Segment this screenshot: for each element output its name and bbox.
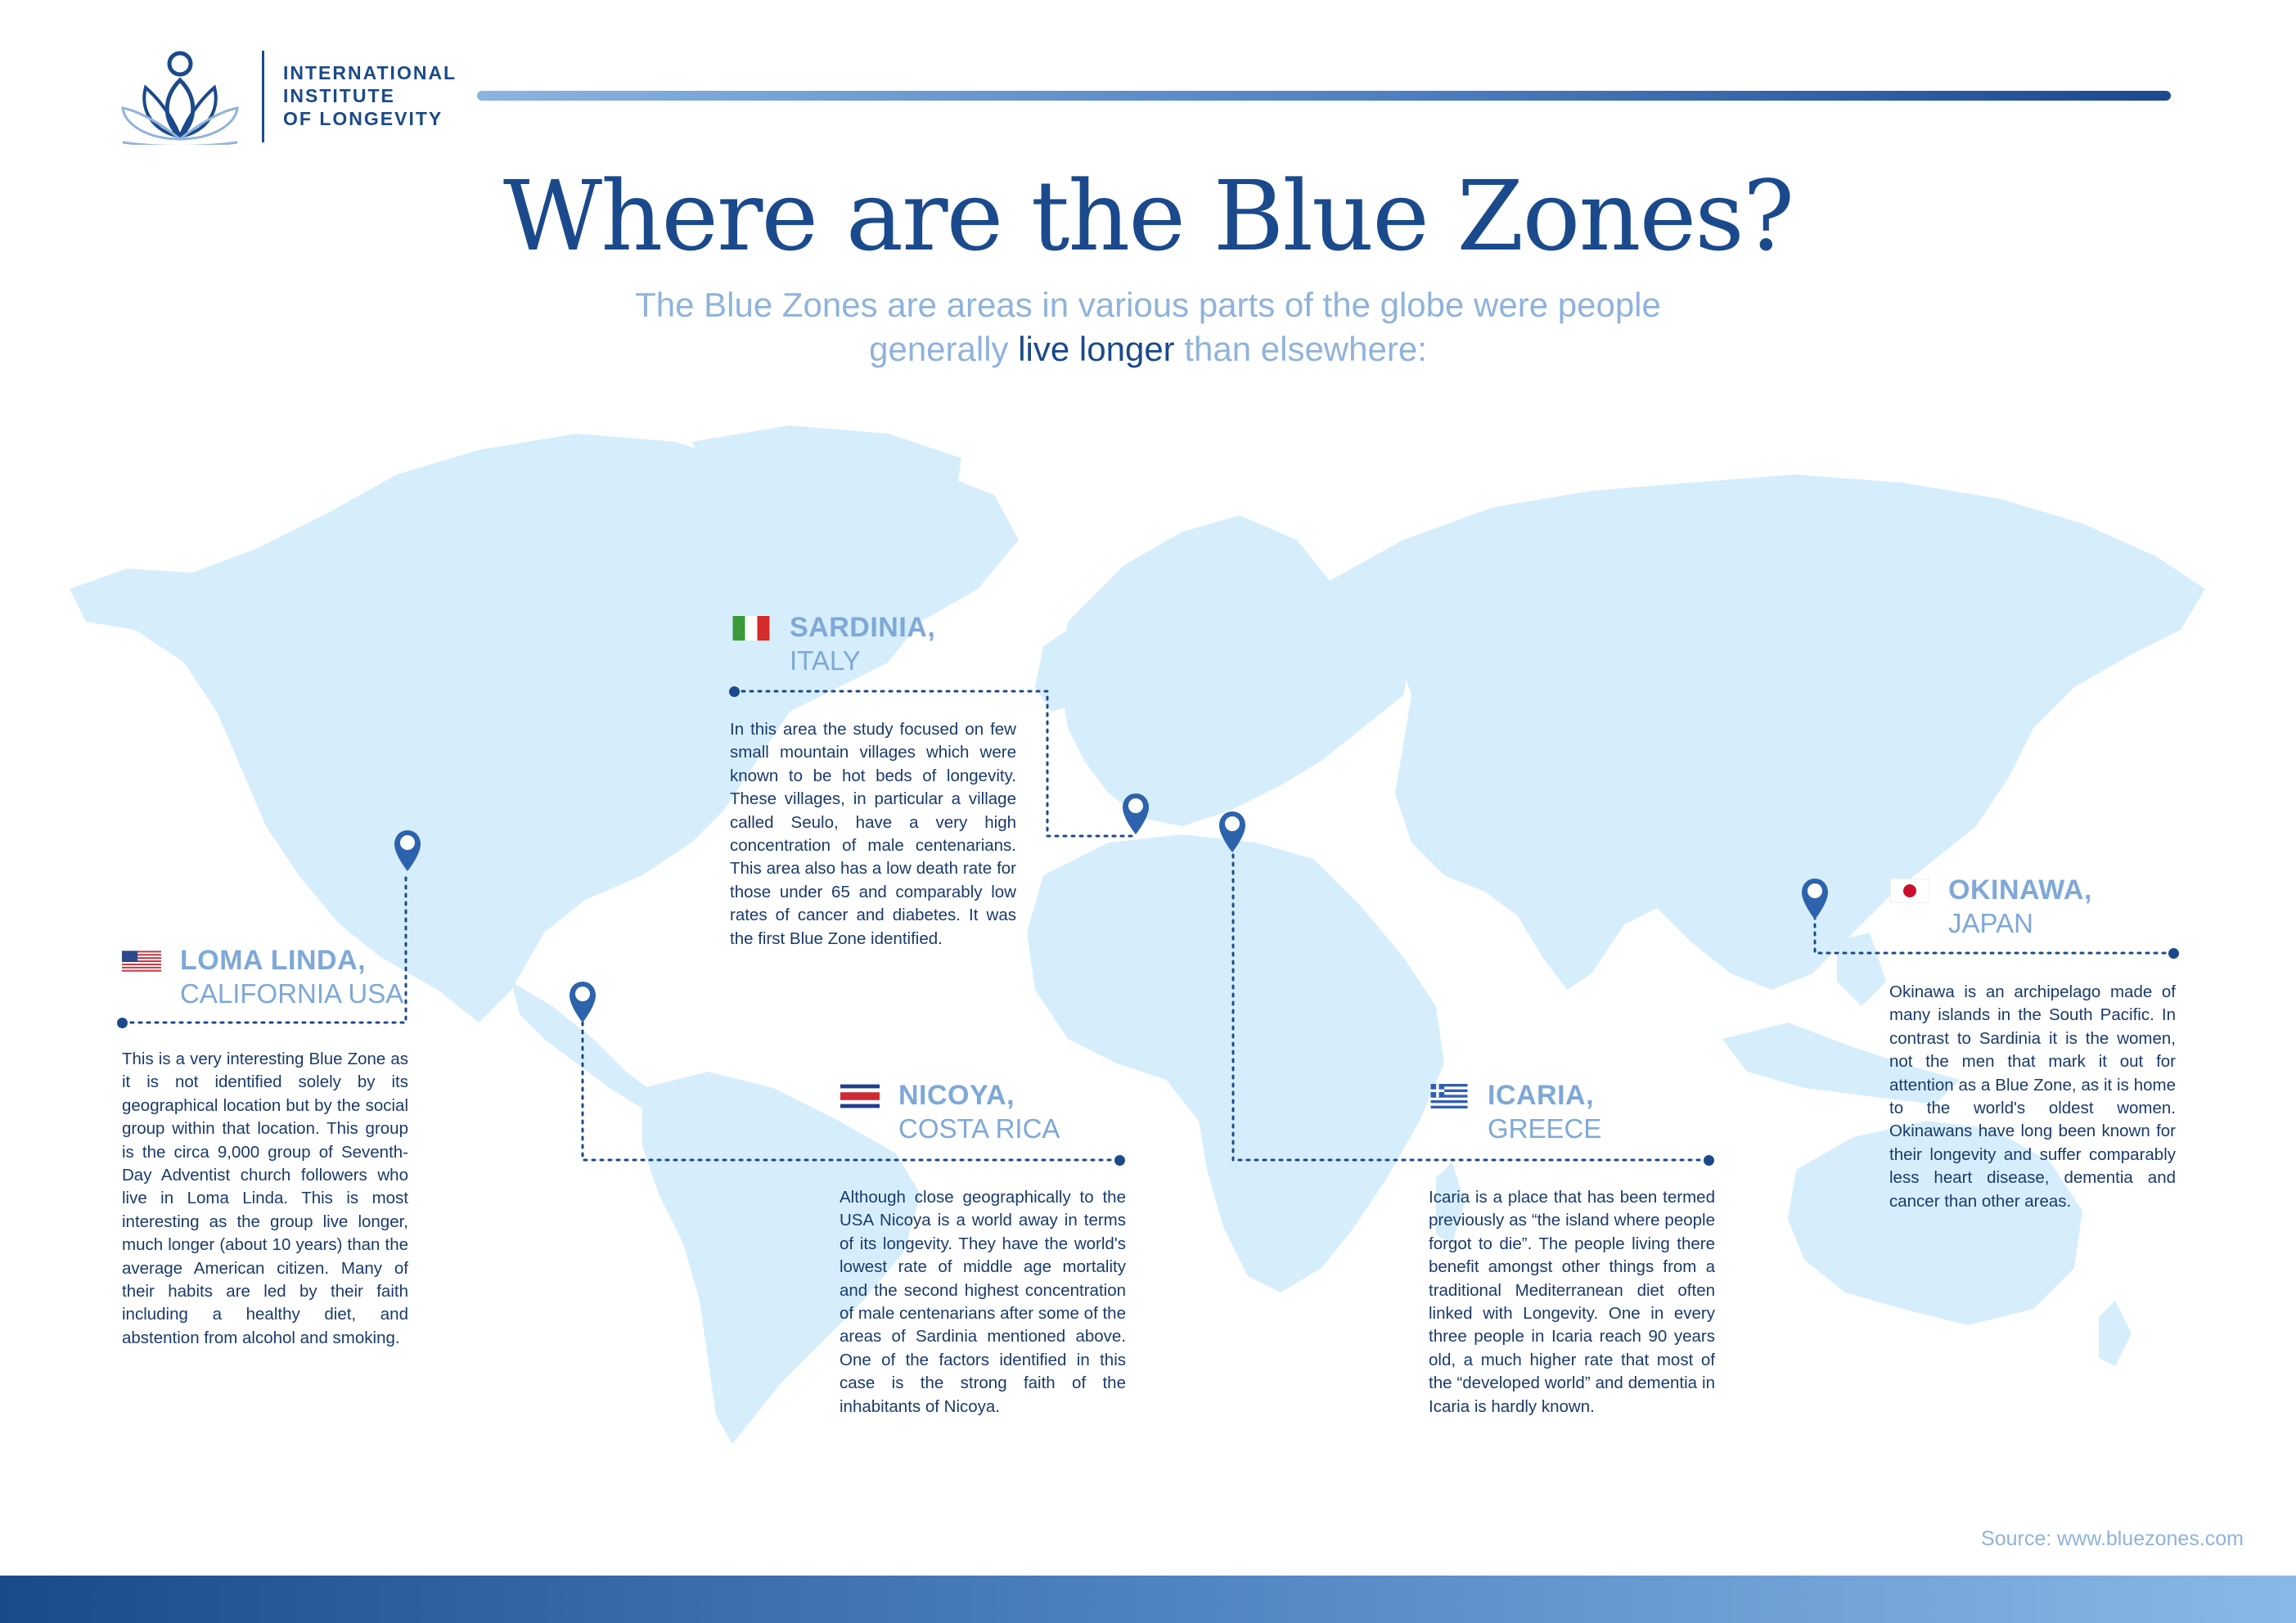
page-subtitle: [493, 283, 1803, 371]
costa-rica-flag-icon: [840, 1084, 880, 1108]
icaria-map-pin-icon[interactable]: [1218, 810, 1247, 854]
usa-flag-icon: [122, 949, 161, 973]
greece-flag-icon: [1429, 1084, 1469, 1108]
nicoya-heading: NICOYA,: [898, 1080, 1015, 1111]
logo-wordmark: [283, 61, 457, 130]
subtitle-highlight: live longer: [1018, 330, 1175, 368]
sardinia-heading: SARDINIA,: [790, 612, 936, 643]
new-zealand-landmass: [2099, 1301, 2132, 1366]
sardinia-country: ITALY: [790, 645, 861, 676]
sardinia-map-pin-icon[interactable]: [1121, 792, 1150, 836]
logo-divider: [262, 51, 264, 142]
logo-line-1: INTERNATIONAL: [283, 62, 457, 83]
asia-landmass: [1330, 474, 2205, 990]
subtitle-line-1: The Blue Zones are areas in various parts of the globe were people: [635, 285, 1661, 324]
icaria-endpoint-dot: [1704, 1155, 1714, 1166]
japan-flag-icon: [1890, 879, 1929, 903]
okinawa-description: Okinawa is an archipelago made of many islands in the South Pacific. In contrast to Sardinia it is the women, not the men that mark it out for attention as a Blue Zone, as it is home to the world's oldest women. Okinawans have long been known for their longevity and suffer comparably less heart disease, dementia and cancer than other areas.: [1889, 982, 2176, 1211]
footer-bar: [0, 1576, 2296, 1623]
lotus-person-icon: [115, 51, 245, 145]
subtitle-line-2b: than elsewhere:: [1174, 330, 1427, 368]
okinawa-country: JAPAN: [1948, 908, 2033, 938]
italy-flag-icon: [732, 616, 771, 641]
icaria-heading: ICARIA,: [1488, 1080, 1595, 1111]
loma-linda-heading: LOMA LINDA,: [180, 945, 367, 976]
loma-linda-endpoint-dot: [117, 1018, 128, 1028]
nicoya-description: Although close geographically to the USA Nicoya is a world away in terms of its longevity. They have the world's lowest rate of middle age mortality and the second highest concentration of male centenarians after some of the areas of Sardinia mentioned above. One of the factors identified in this case is the strong faith of the inhabitants of Nicoya.: [840, 1188, 1126, 1416]
sardinia-description: In this area the study focused on few small mountain villages which were known to be hot beds of longevity. These villages, in particular a village called Seulo, have a very high concentration of male centenarians. This area also has a low death rate for those under 65 and comparably low rates of cancer and diabetes. It was the first Blue Zone identified.: [730, 720, 1016, 948]
nicoya-country: COSTA RICA: [898, 1113, 1060, 1144]
okinawa-map-pin-icon[interactable]: [1800, 877, 1830, 921]
source-credit: Source: www.bluezones.com: [1981, 1527, 2244, 1550]
okinawa-endpoint-dot: [2168, 948, 2179, 959]
sardinia-endpoint-dot: [729, 686, 740, 697]
logo-line-2: INSTITUTE: [283, 85, 395, 106]
page-title: Where are the Blue Zones?: [502, 160, 1794, 272]
icaria-description: Icaria is a place that has been termed previously as “the island where people forgot to die”. The people living there benefit amongst other things from a traditional Mediterranean diet often linked with Longevity. One in every three people in Icaria reach 90 years old, a much higher rate that most of the “developed world” and dementia in Icaria is hardly known.: [1429, 1188, 1715, 1416]
okinawa-heading: OKINAWA,: [1948, 874, 2092, 906]
subtitle-line-2a: generally: [869, 330, 1019, 368]
header-rule: [477, 91, 2171, 101]
europe-landmass: [1060, 515, 1411, 826]
nicoya-endpoint-dot: [1114, 1155, 1125, 1166]
nicoya-map-pin-icon[interactable]: [568, 980, 597, 1024]
loma-linda-country: CALIFORNIA USA: [180, 978, 404, 1009]
loma-linda-map-pin-icon[interactable]: [393, 829, 422, 873]
logo-line-3: OF LONGEVITY: [283, 108, 443, 129]
icaria-country: GREECE: [1488, 1113, 1602, 1144]
loma-linda-description: This is a very interesting Blue Zone as it is not identified solely by its geographical location but by the social group within that location. This group is the circa 9,000 group of Seventh-Day Adventist church followers who live in Loma Linda. This is most interesting as the group live longer, much longer (about 10 years) than the average American citizen. Many of their habits are led by their faith including a healthy diet, and abstention from alcohol and smoking.: [122, 1050, 408, 1347]
